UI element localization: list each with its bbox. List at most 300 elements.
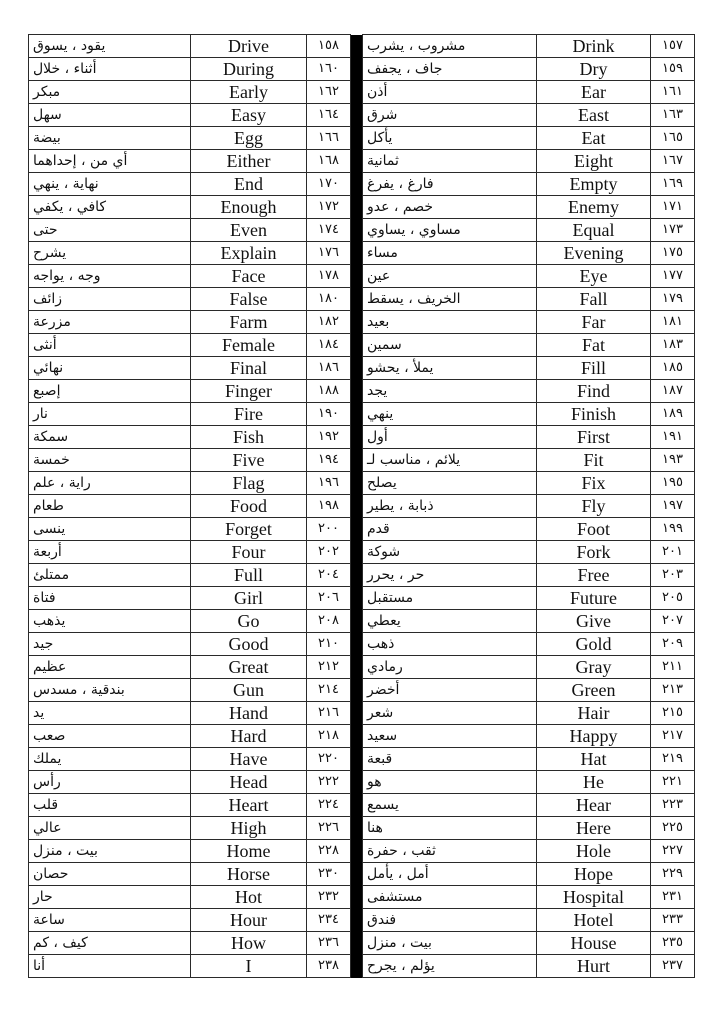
right-entry-number: ١٦٥ [651, 127, 695, 150]
right-english-word: Hope [537, 863, 651, 886]
right-english-word: Gray [537, 656, 651, 679]
right-english-word: Hair [537, 702, 651, 725]
left-arabic-meaning: ساعة [29, 909, 191, 932]
table-row [29, 35, 695, 58]
right-arabic-meaning: فارغ ، يفرغ [363, 173, 537, 196]
left-entry-number: ٢٣٢ [307, 886, 351, 909]
right-entry-number: ١٧١ [651, 196, 695, 219]
table-row [29, 633, 695, 656]
left-arabic-meaning: خمسة [29, 449, 191, 472]
table-row [29, 610, 695, 633]
left-english-word: End [191, 173, 307, 196]
center-divider [351, 449, 363, 472]
center-divider [351, 380, 363, 403]
left-entry-number: ٢٠٦ [307, 587, 351, 610]
center-divider [351, 58, 363, 81]
right-english-word: Green [537, 679, 651, 702]
left-entry-number: ١٧٨ [307, 265, 351, 288]
right-arabic-meaning: ينهي [363, 403, 537, 426]
center-divider [351, 495, 363, 518]
right-arabic-meaning: هو [363, 771, 537, 794]
right-entry-number: ١٩٩ [651, 518, 695, 541]
center-divider [351, 196, 363, 219]
left-english-word: Explain [191, 242, 307, 265]
right-entry-number: ٢٠٣ [651, 564, 695, 587]
left-english-word: Great [191, 656, 307, 679]
right-entry-number: ١٦٧ [651, 150, 695, 173]
center-divider [351, 679, 363, 702]
left-entry-number: ٢٠٨ [307, 610, 351, 633]
left-arabic-meaning: أنا [29, 955, 191, 978]
left-arabic-meaning: حصان [29, 863, 191, 886]
right-entry-number: ١٨٥ [651, 357, 695, 380]
center-divider [351, 334, 363, 357]
left-entry-number: ١٥٨ [307, 35, 351, 58]
center-divider [351, 541, 363, 564]
right-arabic-meaning: يلائم ، مناسب لـ [363, 449, 537, 472]
table-row [29, 725, 695, 748]
table-row [29, 81, 695, 104]
left-entry-number: ٢٠٢ [307, 541, 351, 564]
right-english-word: Future [537, 587, 651, 610]
right-english-word: House [537, 932, 651, 955]
left-english-word: Early [191, 81, 307, 104]
center-divider [351, 104, 363, 127]
right-entry-number: ٢٣٣ [651, 909, 695, 932]
table-row [29, 748, 695, 771]
right-arabic-meaning: عين [363, 265, 537, 288]
table-row [29, 242, 695, 265]
left-entry-number: ٢٣٠ [307, 863, 351, 886]
vocabulary-table [28, 34, 695, 978]
right-arabic-meaning: ذهب [363, 633, 537, 656]
left-entry-number: ١٨٤ [307, 334, 351, 357]
right-entry-number: ١٨٧ [651, 380, 695, 403]
table-row [29, 196, 695, 219]
left-entry-number: ١٧٤ [307, 219, 351, 242]
right-entry-number: ٢١٥ [651, 702, 695, 725]
right-english-word: Equal [537, 219, 651, 242]
table-row [29, 104, 695, 127]
left-entry-number: ١٩٨ [307, 495, 351, 518]
right-entry-number: ٢٣٥ [651, 932, 695, 955]
right-english-word: Eye [537, 265, 651, 288]
right-entry-number: ٢٢٧ [651, 840, 695, 863]
right-english-word: Give [537, 610, 651, 633]
right-arabic-meaning: يصلح [363, 472, 537, 495]
vocabulary-table-body [29, 35, 695, 978]
left-arabic-meaning: أثناء ، خلال [29, 58, 191, 81]
left-arabic-meaning: بندقية ، مسدس [29, 679, 191, 702]
left-arabic-meaning: زائف [29, 288, 191, 311]
center-divider [351, 403, 363, 426]
right-english-word: Here [537, 817, 651, 840]
left-english-word: Girl [191, 587, 307, 610]
center-divider [351, 173, 363, 196]
right-english-word: Free [537, 564, 651, 587]
left-entry-number: ٢٢٤ [307, 794, 351, 817]
left-entry-number: ٢٣٤ [307, 909, 351, 932]
right-english-word: Fix [537, 472, 651, 495]
table-row [29, 656, 695, 679]
left-english-word: Home [191, 840, 307, 863]
right-english-word: Evening [537, 242, 651, 265]
center-divider [351, 932, 363, 955]
center-divider [351, 426, 363, 449]
table-row [29, 794, 695, 817]
right-english-word: Empty [537, 173, 651, 196]
left-arabic-meaning: مزرعة [29, 311, 191, 334]
right-arabic-meaning: ثقب ، حفرة [363, 840, 537, 863]
left-english-word: Finger [191, 380, 307, 403]
left-entry-number: ١٦٠ [307, 58, 351, 81]
left-arabic-meaning: بيت ، منزل [29, 840, 191, 863]
right-arabic-meaning: سعيد [363, 725, 537, 748]
left-arabic-meaning: كافي ، يكفي [29, 196, 191, 219]
table-row [29, 679, 695, 702]
left-english-word: High [191, 817, 307, 840]
left-entry-number: ١٦٨ [307, 150, 351, 173]
table-row [29, 817, 695, 840]
right-english-word: Fill [537, 357, 651, 380]
table-row [29, 472, 695, 495]
right-english-word: Fall [537, 288, 651, 311]
center-divider [351, 725, 363, 748]
left-english-word: Fish [191, 426, 307, 449]
left-entry-number: ٢٠٤ [307, 564, 351, 587]
right-entry-number: ١٩٣ [651, 449, 695, 472]
right-arabic-meaning: أمل ، يأمل [363, 863, 537, 886]
left-entry-number: ١٩٦ [307, 472, 351, 495]
center-divider [351, 817, 363, 840]
left-arabic-meaning: يذهب [29, 610, 191, 633]
center-divider [351, 472, 363, 495]
right-arabic-meaning: أخضر [363, 679, 537, 702]
right-entry-number: ٢٢٣ [651, 794, 695, 817]
left-arabic-meaning: وجه ، يواجه [29, 265, 191, 288]
right-english-word: Enemy [537, 196, 651, 219]
right-arabic-meaning: حر ، يحرر [363, 564, 537, 587]
right-english-word: Hat [537, 748, 651, 771]
right-entry-number: ١٩٧ [651, 495, 695, 518]
table-row [29, 541, 695, 564]
center-divider [351, 748, 363, 771]
left-entry-number: ١٦٢ [307, 81, 351, 104]
center-divider [351, 610, 363, 633]
right-entry-number: ١٨٣ [651, 334, 695, 357]
right-entry-number: ٢٢١ [651, 771, 695, 794]
right-arabic-meaning: قبعة [363, 748, 537, 771]
table-row [29, 564, 695, 587]
table-row [29, 173, 695, 196]
table-row [29, 127, 695, 150]
left-entry-number: ٢٢٨ [307, 840, 351, 863]
left-english-word: Horse [191, 863, 307, 886]
right-english-word: Happy [537, 725, 651, 748]
table-row [29, 58, 695, 81]
right-arabic-meaning: يملأ ، يحشو [363, 357, 537, 380]
left-entry-number: ١٦٤ [307, 104, 351, 127]
right-arabic-meaning: جاف ، يجفف [363, 58, 537, 81]
table-row [29, 219, 695, 242]
right-entry-number: ٢١٣ [651, 679, 695, 702]
center-divider [351, 840, 363, 863]
center-divider [351, 587, 363, 610]
left-english-word: Four [191, 541, 307, 564]
left-arabic-meaning: رأس [29, 771, 191, 794]
right-arabic-meaning: أذن [363, 81, 537, 104]
center-divider [351, 265, 363, 288]
right-arabic-meaning: ثمانية [363, 150, 537, 173]
left-entry-number: ١٩٤ [307, 449, 351, 472]
left-entry-number: ٢١٢ [307, 656, 351, 679]
center-divider [351, 242, 363, 265]
right-arabic-meaning: رمادي [363, 656, 537, 679]
table-row [29, 702, 695, 725]
center-divider [351, 794, 363, 817]
left-english-word: Flag [191, 472, 307, 495]
right-entry-number: ١٨١ [651, 311, 695, 334]
left-entry-number: ١٨٢ [307, 311, 351, 334]
left-entry-number: ١٨٦ [307, 357, 351, 380]
left-entry-number: ٢٣٦ [307, 932, 351, 955]
table-row [29, 955, 695, 978]
center-divider [351, 150, 363, 173]
right-entry-number: ١٧٥ [651, 242, 695, 265]
right-entry-number: ١٩٥ [651, 472, 695, 495]
right-entry-number: ٢١٩ [651, 748, 695, 771]
right-english-word: Hospital [537, 886, 651, 909]
left-arabic-meaning: أربعة [29, 541, 191, 564]
left-arabic-meaning: نار [29, 403, 191, 426]
right-english-word: Fit [537, 449, 651, 472]
left-english-word: Hour [191, 909, 307, 932]
right-arabic-meaning: مساء [363, 242, 537, 265]
left-arabic-meaning: أنثى [29, 334, 191, 357]
left-entry-number: ١٧٠ [307, 173, 351, 196]
left-arabic-meaning: ينسى [29, 518, 191, 541]
left-arabic-meaning: يملك [29, 748, 191, 771]
left-english-word: How [191, 932, 307, 955]
right-english-word: Foot [537, 518, 651, 541]
left-entry-number: ١٨٨ [307, 380, 351, 403]
right-entry-number: ٢٢٥ [651, 817, 695, 840]
right-arabic-meaning: شرق [363, 104, 537, 127]
table-row [29, 334, 695, 357]
right-entry-number: ١٨٩ [651, 403, 695, 426]
right-entry-number: ١٥٩ [651, 58, 695, 81]
left-english-word: Hot [191, 886, 307, 909]
left-english-word: Good [191, 633, 307, 656]
center-divider [351, 219, 363, 242]
right-arabic-meaning: الخريف ، يسقط [363, 288, 537, 311]
left-arabic-meaning: راية ، علم [29, 472, 191, 495]
left-english-word: Enough [191, 196, 307, 219]
left-english-word: Hand [191, 702, 307, 725]
right-english-word: Eat [537, 127, 651, 150]
center-divider [351, 35, 363, 58]
left-english-word: Food [191, 495, 307, 518]
left-entry-number: ٢٢٦ [307, 817, 351, 840]
right-arabic-meaning: شوكة [363, 541, 537, 564]
right-entry-number: ٢٠١ [651, 541, 695, 564]
left-english-word: Go [191, 610, 307, 633]
left-english-word: Full [191, 564, 307, 587]
left-entry-number: ٢١٨ [307, 725, 351, 748]
right-entry-number: ٢٠٩ [651, 633, 695, 656]
right-entry-number: ٢٠٥ [651, 587, 695, 610]
left-entry-number: ٢١٦ [307, 702, 351, 725]
left-english-word: During [191, 58, 307, 81]
left-english-word: False [191, 288, 307, 311]
right-english-word: Ear [537, 81, 651, 104]
table-row [29, 357, 695, 380]
left-english-word: Forget [191, 518, 307, 541]
left-entry-number: ٢١٠ [307, 633, 351, 656]
left-english-word: Fire [191, 403, 307, 426]
center-divider [351, 656, 363, 679]
center-divider [351, 518, 363, 541]
left-english-word: Even [191, 219, 307, 242]
left-english-word: Either [191, 150, 307, 173]
left-english-word: Drive [191, 35, 307, 58]
center-divider [351, 288, 363, 311]
left-english-word: Final [191, 357, 307, 380]
table-row [29, 932, 695, 955]
center-divider [351, 955, 363, 978]
table-row [29, 449, 695, 472]
right-english-word: Fly [537, 495, 651, 518]
right-entry-number: ٢١١ [651, 656, 695, 679]
left-arabic-meaning: قلب [29, 794, 191, 817]
right-entry-number: ١٩١ [651, 426, 695, 449]
right-english-word: Drink [537, 35, 651, 58]
left-entry-number: ١٦٦ [307, 127, 351, 150]
table-row [29, 863, 695, 886]
left-english-word: Five [191, 449, 307, 472]
right-entry-number: ٢٣٧ [651, 955, 695, 978]
left-english-word: Female [191, 334, 307, 357]
left-arabic-meaning: حار [29, 886, 191, 909]
table-row [29, 587, 695, 610]
left-english-word: Face [191, 265, 307, 288]
right-arabic-meaning: بعيد [363, 311, 537, 334]
table-row [29, 403, 695, 426]
right-english-word: Hurt [537, 955, 651, 978]
right-english-word: Far [537, 311, 651, 334]
right-arabic-meaning: شعر [363, 702, 537, 725]
right-english-word: Fork [537, 541, 651, 564]
table-row [29, 288, 695, 311]
right-arabic-meaning: أول [363, 426, 537, 449]
left-arabic-meaning: نهاية ، ينهي [29, 173, 191, 196]
left-arabic-meaning: يقود ، يسوق [29, 35, 191, 58]
right-entry-number: ١٧٩ [651, 288, 695, 311]
center-divider [351, 886, 363, 909]
right-arabic-meaning: مساوي ، يساوي [363, 219, 537, 242]
left-arabic-meaning: يد [29, 702, 191, 725]
left-arabic-meaning: جيد [29, 633, 191, 656]
left-arabic-meaning: صعب [29, 725, 191, 748]
center-divider [351, 863, 363, 886]
table-row [29, 771, 695, 794]
center-divider [351, 633, 363, 656]
left-arabic-meaning: عالي [29, 817, 191, 840]
left-entry-number: ٢٢٢ [307, 771, 351, 794]
right-english-word: Find [537, 380, 651, 403]
right-arabic-meaning: بيت ، منزل [363, 932, 537, 955]
left-arabic-meaning: عظيم [29, 656, 191, 679]
right-english-word: Hear [537, 794, 651, 817]
left-entry-number: ١٩٠ [307, 403, 351, 426]
right-english-word: Hole [537, 840, 651, 863]
center-divider [351, 81, 363, 104]
left-arabic-meaning: كيف ، كم [29, 932, 191, 955]
right-arabic-meaning: يأكل [363, 127, 537, 150]
right-arabic-meaning: يعطي [363, 610, 537, 633]
left-english-word: Egg [191, 127, 307, 150]
right-entry-number: ١٥٧ [651, 35, 695, 58]
right-entry-number: ١٦٩ [651, 173, 695, 196]
table-row [29, 840, 695, 863]
right-entry-number: ١٧٣ [651, 219, 695, 242]
right-arabic-meaning: مشروب ، يشرب [363, 35, 537, 58]
table-row [29, 909, 695, 932]
left-entry-number: ٢٠٠ [307, 518, 351, 541]
table-row [29, 150, 695, 173]
right-arabic-meaning: هنا [363, 817, 537, 840]
right-entry-number: ١٧٧ [651, 265, 695, 288]
table-row [29, 518, 695, 541]
center-divider [351, 702, 363, 725]
right-arabic-meaning: يجد [363, 380, 537, 403]
right-arabic-meaning: ذبابة ، يطير [363, 495, 537, 518]
left-arabic-meaning: فتاة [29, 587, 191, 610]
left-entry-number: ١٧٢ [307, 196, 351, 219]
left-arabic-meaning: طعام [29, 495, 191, 518]
left-arabic-meaning: سهل [29, 104, 191, 127]
left-arabic-meaning: نهائي [29, 357, 191, 380]
left-entry-number: ٢٣٨ [307, 955, 351, 978]
right-english-word: He [537, 771, 651, 794]
left-arabic-meaning: سمكة [29, 426, 191, 449]
right-entry-number: ٢٣١ [651, 886, 695, 909]
table-row [29, 380, 695, 403]
center-divider [351, 127, 363, 150]
left-english-word: Heart [191, 794, 307, 817]
left-english-word: Easy [191, 104, 307, 127]
table-row [29, 886, 695, 909]
right-english-word: Hotel [537, 909, 651, 932]
right-arabic-meaning: يؤلم ، يجرح [363, 955, 537, 978]
right-english-word: East [537, 104, 651, 127]
left-entry-number: ٢١٤ [307, 679, 351, 702]
center-divider [351, 311, 363, 334]
left-arabic-meaning: حتى [29, 219, 191, 242]
left-english-word: Farm [191, 311, 307, 334]
left-arabic-meaning: إصبع [29, 380, 191, 403]
right-english-word: Dry [537, 58, 651, 81]
right-arabic-meaning: سمين [363, 334, 537, 357]
right-arabic-meaning: مستقبل [363, 587, 537, 610]
left-entry-number: ١٨٠ [307, 288, 351, 311]
right-english-word: Fat [537, 334, 651, 357]
right-arabic-meaning: خصم ، عدو [363, 196, 537, 219]
right-arabic-meaning: يسمع [363, 794, 537, 817]
left-english-word: Head [191, 771, 307, 794]
left-arabic-meaning: مبكر [29, 81, 191, 104]
left-entry-number: ١٩٢ [307, 426, 351, 449]
